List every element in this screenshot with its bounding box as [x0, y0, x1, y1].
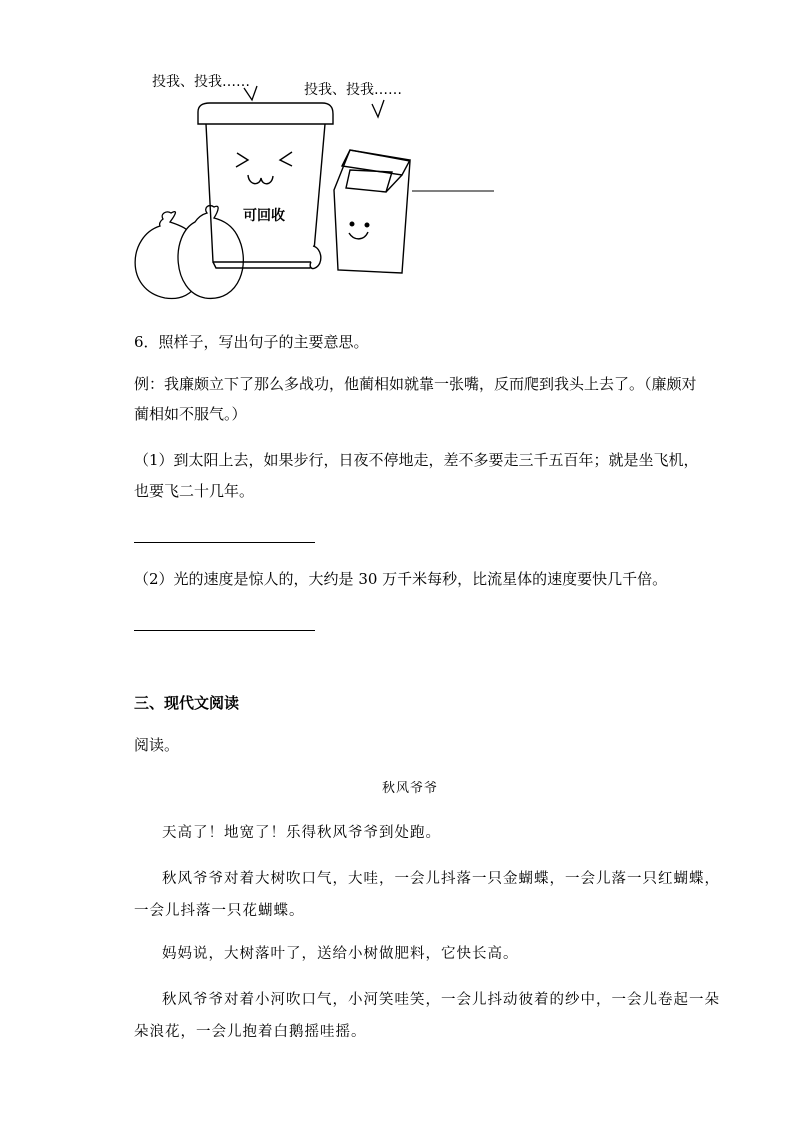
passage-paragraph-2-line-1: 秋风爷爷对着大树吹口气，大哇，一会儿抖落一只金蝴蝶，一会儿落一只红蝴蝶，	[162, 871, 720, 887]
example-line-1: 例：我廉颇立下了那么多战功，他蔺相如就靠一张嘴，反而爬到我头上去了。（廉颇对	[134, 375, 697, 393]
passage-paragraph-1: 天高了！地宽了！乐得秋风爷爷到处跑。	[162, 825, 441, 841]
speech-pointer-right-icon	[372, 100, 384, 117]
passage-paragraph-2-line-2: 一会儿抖落一只花蝴蝶。	[134, 903, 305, 919]
recycling-illustration	[0, 0, 794, 310]
garbage-bags-icon	[135, 206, 243, 299]
passage-title: 秋风爷爷	[382, 781, 439, 796]
section-3-instruction: 阅读。	[134, 736, 180, 754]
question-6-prompt: 6．照样子，写出句子的主要意思。	[134, 333, 369, 351]
question-6-item-2: （2）光的速度是惊人的，大约是 30 万千米每秒，比流星体的速度要快几千倍。	[134, 570, 668, 588]
speech-bubble-left: 投我、投我……	[152, 74, 250, 90]
passage-paragraph-4-line-2: 朵浪花，一会儿抱着白鹅摇哇摇。	[134, 1024, 367, 1040]
answer-line-item-1[interactable]	[134, 542, 315, 543]
passage-paragraph-3: 妈妈说，大树落叶了，送给小树做肥料，它快长高。	[162, 946, 519, 962]
trash-bin-icon	[334, 150, 410, 273]
answer-line-item-2[interactable]	[134, 630, 315, 631]
question-6-item-1-line-1: （1）到太阳上去，如果步行，日夜不停地走，差不多要走三千五百年；就是坐飞机，	[134, 451, 699, 469]
question-6-item-1-line-2: 也要飞二十几年。	[134, 482, 255, 500]
speech-bubble-right: 投我、投我……	[304, 82, 402, 98]
example-line-2: 蔺相如不服气。）	[134, 405, 247, 423]
bin-label: 可回收	[243, 208, 285, 224]
section-3-heading: 三、现代文阅读	[134, 694, 240, 712]
passage-paragraph-4-line-1: 秋风爷爷对着小河吹口气，小河笑哇笑，一会儿抖动彼着的纱中，一会儿卷起一朵	[162, 992, 720, 1008]
